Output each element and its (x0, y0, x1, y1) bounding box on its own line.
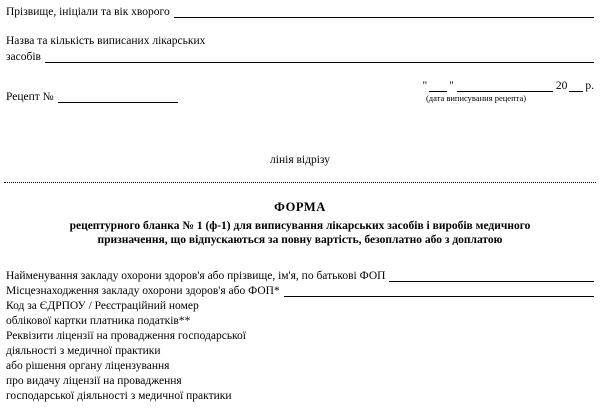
patient-field-line[interactable] (174, 6, 594, 18)
license-label-2: діяльності з медичної практики (6, 345, 161, 357)
drugs-field-line[interactable] (45, 51, 594, 63)
patient-field-row (6, 6, 594, 18)
recipe-number-line[interactable] (58, 91, 178, 103)
location-label: Місцезнаходження закладу охорони здоров'я або ФОП* (6, 285, 280, 297)
institution-row (6, 270, 594, 282)
date-day-blank[interactable] (429, 80, 447, 92)
drugs-field-label-line1: Назва та кількість виписаних лікарських (6, 35, 206, 47)
date-month-blank[interactable] (457, 80, 553, 92)
date-year-blank[interactable] (569, 80, 583, 92)
quote-close: " (449, 80, 454, 92)
date-line (364, 80, 594, 92)
institution-label: Найменування закладу охорони здоров'я або прізвище, ім'я, по батькові ФОП (6, 270, 386, 282)
location-row (6, 285, 594, 297)
location-line[interactable] (284, 285, 594, 297)
recipe-number-label: Рецепт № (6, 91, 54, 103)
edrpou-label: Код за ЄДРПОУ / Реєстраційний номер (6, 300, 199, 312)
top-fields-block (6, 6, 594, 103)
lower-fields-block (6, 270, 594, 405)
license-label-4: про видачу ліцензії на провадження (6, 375, 182, 387)
cut-line-label: лінія відрізу (270, 154, 330, 166)
taxcard-label: облікової картки платника податків** (6, 315, 191, 327)
form-subtitle-line1: рецептурного бланка № 1 (ф-1) для виписування лікарських засобів і виробів медичного (69, 220, 531, 232)
form-subtitle-line2: призначення, що відпускаються за повну вартість, безоплатно або з доплатою (97, 234, 503, 246)
drugs-field-row (6, 51, 594, 63)
drugs-field-label-line2: засобів (6, 51, 41, 63)
cut-line-dotted (4, 182, 596, 183)
form-title: ФОРМА (274, 200, 326, 214)
form-subtitle (20, 219, 580, 247)
recipe-number-row (6, 80, 594, 103)
drugs-field-block (6, 35, 594, 63)
institution-line[interactable] (389, 270, 594, 282)
quote-open: " (422, 80, 428, 92)
date-year-prefix: 20 (555, 80, 568, 92)
date-area (364, 80, 594, 103)
license-label-3: або рішення органу ліцензування (6, 360, 170, 372)
license-label-1: Реквізити ліцензії на провадження господарської (6, 330, 247, 342)
date-caption: (дата виписування рецепта) (425, 93, 527, 103)
license-label-5: господарської діяльності з медичної практики (6, 390, 232, 402)
patient-field-label: Прізвище, ініціали та вік хворого (6, 6, 170, 18)
date-year-unit: р. (585, 80, 594, 92)
